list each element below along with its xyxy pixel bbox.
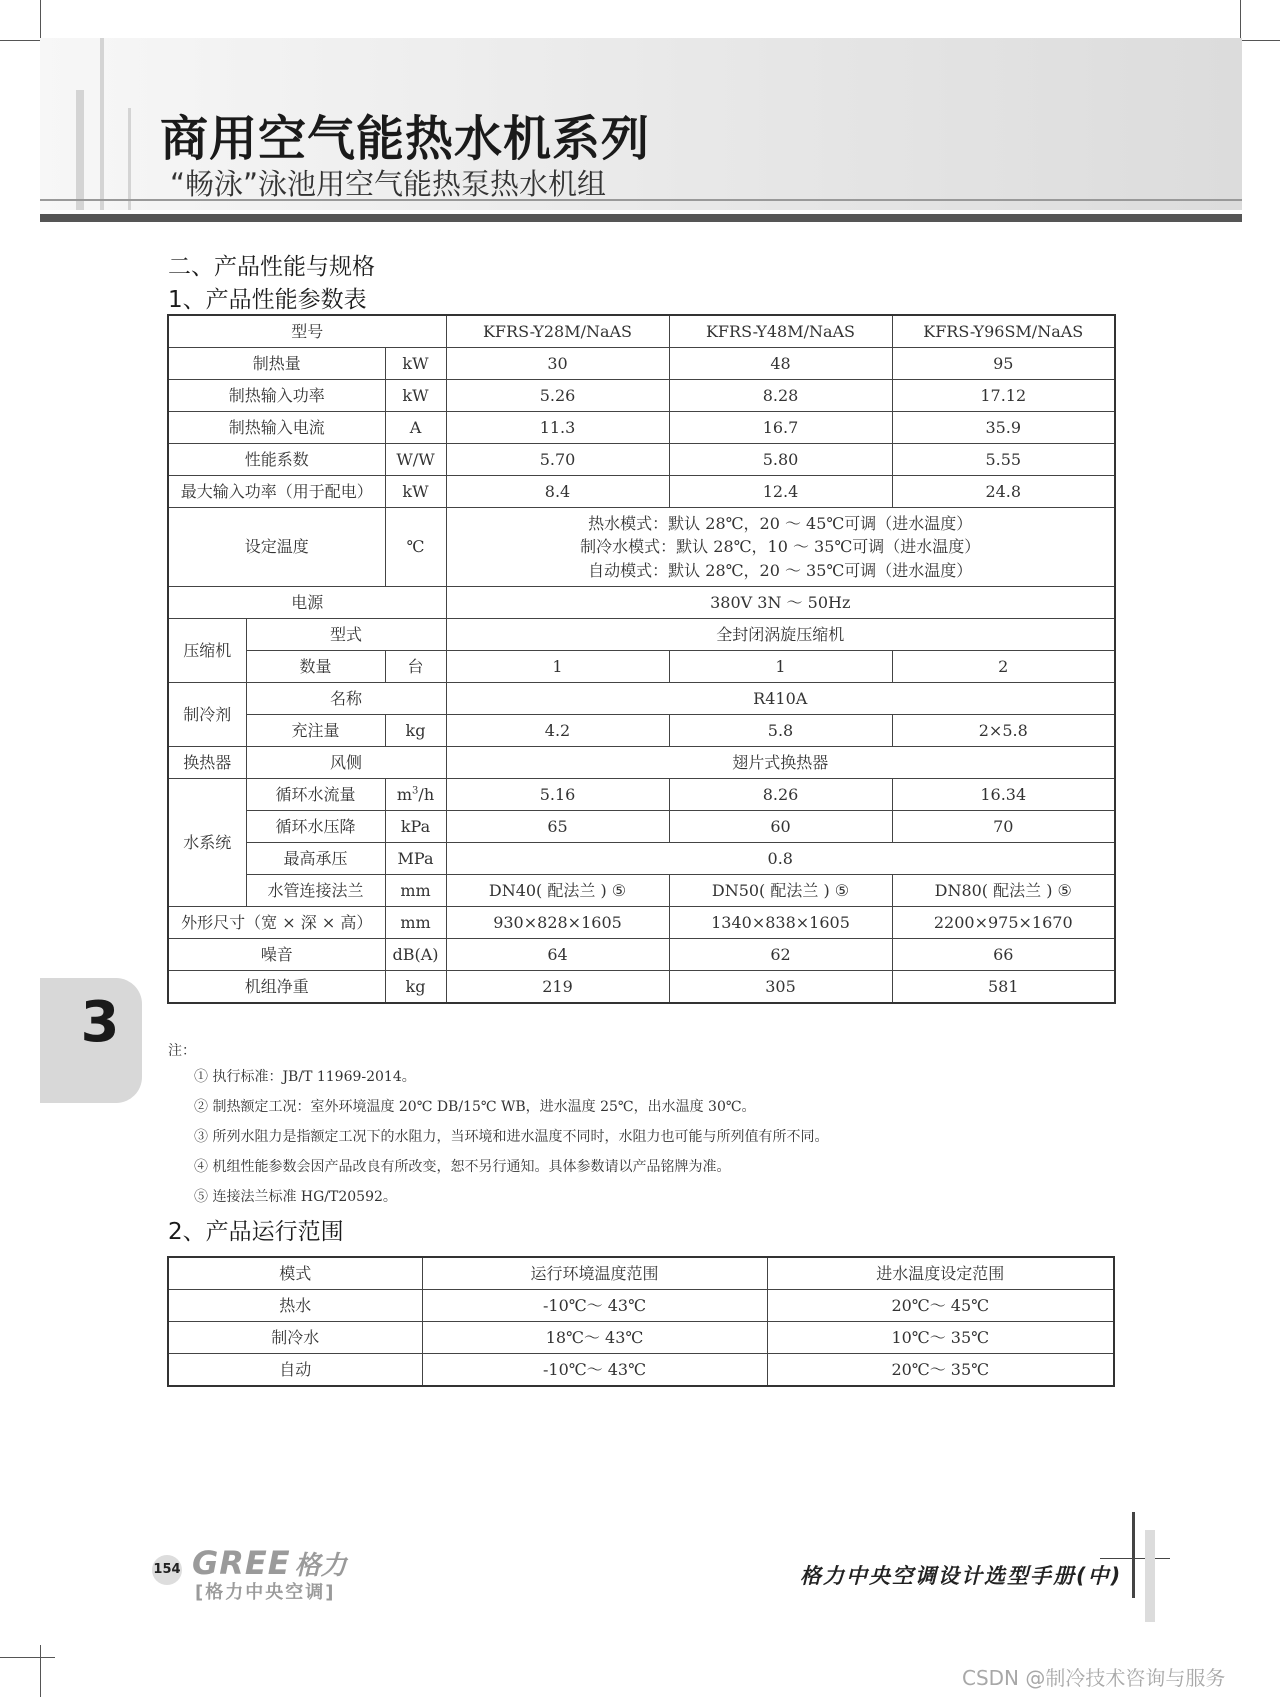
watermark: CSDN @制冷技术咨询与服务 (962, 1666, 1226, 1690)
logo-text: GREE (192, 1544, 291, 1582)
page-subtitle: “畅泳”泳池用空气能热泵热水机组 (170, 167, 607, 201)
column-header: 进水温度设定范围 (767, 1257, 1114, 1290)
unit-base: m (396, 784, 413, 804)
cell-value: -10℃～ 43℃ (422, 1290, 767, 1322)
cell-value: 制冷水 (168, 1322, 422, 1354)
crop-mark (40, 1645, 41, 1697)
logo-cn: 格力 (294, 1551, 347, 1581)
cell-value: 30 (446, 348, 669, 380)
note-item: ① 执行标准：JB/T 11969-2014。 (194, 1069, 416, 1085)
row-unit: kW (385, 476, 446, 508)
row-label: 数量 (246, 651, 385, 683)
set-temp-line: 热水模式：默认 28℃，20 ～ 45℃可调（进水温度） (588, 514, 973, 534)
spec-table (167, 314, 1116, 1004)
cell-value: 5.80 (669, 444, 892, 476)
cell-value: 1340×838×1605 (669, 907, 892, 939)
model-name: KFRS-Y96SM/NaAS (892, 315, 1115, 348)
table-row (168, 476, 1115, 508)
cell-value: DN50( 配法兰 ) ⑤ (669, 875, 892, 907)
table-row (168, 907, 1115, 939)
table-row (168, 315, 1115, 348)
cell-value: 70 (892, 811, 1115, 843)
notes (168, 1040, 828, 1216)
row-label: 风侧 (246, 747, 446, 779)
row-label: 性能系数 (168, 444, 385, 476)
cell-value: 24.8 (892, 476, 1115, 508)
row-label: 设定温度 (168, 508, 385, 587)
row-label: 电源 (168, 587, 446, 619)
table-row (168, 779, 1115, 811)
cell-value: 1 (446, 651, 669, 683)
table-row (168, 747, 1115, 779)
row-unit: kW (385, 348, 446, 380)
row-label: 制热量 (168, 348, 385, 380)
table-row (168, 971, 1115, 1004)
row-label: 水管连接法兰 (246, 875, 385, 907)
row-unit: mm (385, 875, 446, 907)
row-unit: kW (385, 380, 446, 412)
cell-value: 全封闭涡旋压缩机 (446, 619, 1115, 651)
cell-value: 930×828×1605 (446, 907, 669, 939)
row-label: 噪音 (168, 939, 385, 971)
cell-value: 62 (669, 939, 892, 971)
set-temp-cell (446, 508, 1115, 587)
cell-value: 1 (669, 651, 892, 683)
unit-sup: 3 (412, 785, 419, 797)
cell-value: 305 (669, 971, 892, 1004)
cell-value: 65 (446, 811, 669, 843)
cell-value: R410A (446, 683, 1115, 715)
table-row (168, 843, 1115, 875)
notes-title: 注： (168, 1043, 196, 1059)
subsection-heading-range: 2、产品运行范围 (168, 1219, 344, 1245)
row-unit: 台 (385, 651, 446, 683)
row-label: 循环水压降 (246, 811, 385, 843)
table-row (168, 1354, 1114, 1387)
footer-bar (1132, 1512, 1135, 1598)
table-row (168, 1290, 1114, 1322)
cell-value: 64 (446, 939, 669, 971)
unit-tail: /h (418, 784, 435, 804)
section-heading: 二、产品性能与规格 (168, 254, 375, 280)
crop-mark (0, 1657, 55, 1658)
row-unit: kg (385, 971, 446, 1004)
page-number: 154 (152, 1555, 182, 1585)
cell-value: 20℃～ 35℃ (767, 1354, 1114, 1387)
column-header: 运行环境温度范围 (422, 1257, 767, 1290)
row-label: 制热输入电流 (168, 412, 385, 444)
group-label: 换热器 (168, 747, 246, 779)
note-item: ② 制热额定工况：室外环境温度 20℃ DB/15℃ WB，进水温度 25℃，出水温度 30℃。 (194, 1099, 756, 1115)
header-rule (40, 214, 1242, 222)
logo-subtitle: [格力中央空调] (195, 1582, 336, 1603)
cell-value: 11.3 (446, 412, 669, 444)
row-unit: ℃ (385, 508, 446, 587)
table-header-row (168, 1257, 1114, 1290)
cell-value: 5.16 (446, 779, 669, 811)
set-temp-line: 自动模式：默认 28℃，20 ～ 35℃可调（进水温度） (588, 560, 973, 580)
cell-value: 2 (892, 651, 1115, 683)
cell-value: 380V 3N ～ 50Hz (446, 587, 1115, 619)
cell-value: -10℃～ 43℃ (422, 1354, 767, 1387)
cell-value: 0.8 (446, 843, 1115, 875)
cell-value: 16.34 (892, 779, 1115, 811)
row-unit: MPa (385, 843, 446, 875)
cell-value: 48 (669, 348, 892, 380)
cell-value: DN80( 配法兰 ) ⑤ (892, 875, 1115, 907)
footer-rule (1100, 1558, 1170, 1559)
cell-value: 17.12 (892, 380, 1115, 412)
chapter-number: 3 (80, 990, 120, 1055)
row-label: 外形尺寸（宽 × 深 × 高） (168, 907, 385, 939)
table-row (168, 683, 1115, 715)
table-row (168, 939, 1115, 971)
cell-value: 8.4 (446, 476, 669, 508)
set-temp-line: 制冷水模式：默认 28℃，10 ～ 35℃可调（进水温度） (580, 537, 981, 557)
cell-value: 35.9 (892, 412, 1115, 444)
cell-value: 翅片式换热器 (446, 747, 1115, 779)
row-label: 型式 (246, 619, 446, 651)
table-row (168, 412, 1115, 444)
table-row (168, 508, 1115, 587)
row-label: 充注量 (246, 715, 385, 747)
cell-value: 5.8 (669, 715, 892, 747)
row-label: 最大输入功率（用于配电） (168, 476, 385, 508)
cell-value: 2200×975×1670 (892, 907, 1115, 939)
cell-value: 热水 (168, 1290, 422, 1322)
row-unit: kg (385, 715, 446, 747)
cell-value: 5.70 (446, 444, 669, 476)
row-label: 名称 (246, 683, 446, 715)
column-header: 模式 (168, 1257, 422, 1290)
page-title: 商用空气能热水机系列 (160, 111, 651, 167)
note-item: ③ 所列水阻力是指额定工况下的水阻力，当环境和进水温度不同时，水阻力也可能与所列值有所不同。 (194, 1129, 829, 1145)
cell-value: DN40( 配法兰 ) ⑤ (446, 875, 669, 907)
model-label: 型号 (168, 315, 446, 348)
model-name: KFRS-Y28M/NaAS (446, 315, 669, 348)
cell-value: 5.26 (446, 380, 669, 412)
footer-bar (1145, 1530, 1155, 1622)
table-row (168, 651, 1115, 683)
note-item: ④ 机组性能参数会因产品改良有所改变，恕不另行通知。具体参数请以产品铭牌为准。 (194, 1159, 731, 1175)
cell-value: 18℃～ 43℃ (422, 1322, 767, 1354)
cell-value: 自动 (168, 1354, 422, 1387)
cell-value: 581 (892, 971, 1115, 1004)
row-unit: A (385, 412, 446, 444)
cell-value: 20℃～ 45℃ (767, 1290, 1114, 1322)
row-unit: dB(A) (385, 939, 446, 971)
row-unit: mm (385, 907, 446, 939)
table-row (168, 715, 1115, 747)
table-row (168, 587, 1115, 619)
cell-value: 2×5.8 (892, 715, 1115, 747)
cell-value: 5.55 (892, 444, 1115, 476)
table-row (168, 348, 1115, 380)
range-table (167, 1256, 1115, 1387)
cell-value: 8.28 (669, 380, 892, 412)
cell-value: 219 (446, 971, 669, 1004)
table-row (168, 380, 1115, 412)
book-title: 格力中央空调设计选型手册(中) (800, 1564, 1123, 1588)
row-label: 循环水流量 (246, 779, 385, 811)
note-item: ⑤ 连接法兰标准 HG/T20592。 (194, 1189, 397, 1205)
row-unit: W/W (385, 444, 446, 476)
row-label: 制热输入功率 (168, 380, 385, 412)
table-row (168, 1322, 1114, 1354)
model-name: KFRS-Y48M/NaAS (669, 315, 892, 348)
subsection-heading-spec: 1、产品性能参数表 (168, 287, 367, 313)
table-row (168, 811, 1115, 843)
cell-value: 8.26 (669, 779, 892, 811)
row-unit: kPa (385, 811, 446, 843)
row-unit (385, 779, 446, 811)
table-row (168, 444, 1115, 476)
cell-value: 66 (892, 939, 1115, 971)
group-label: 制冷剂 (168, 683, 246, 747)
cell-value: 60 (669, 811, 892, 843)
table-row (168, 875, 1115, 907)
cell-value: 12.4 (669, 476, 892, 508)
cell-value: 95 (892, 348, 1115, 380)
cell-value: 16.7 (669, 412, 892, 444)
gree-logo (192, 1544, 347, 1582)
table-row (168, 619, 1115, 651)
group-label: 水系统 (168, 779, 246, 907)
row-label: 机组净重 (168, 971, 385, 1004)
cell-value: 4.2 (446, 715, 669, 747)
row-label: 最高承压 (246, 843, 385, 875)
cell-value: 10℃～ 35℃ (767, 1322, 1114, 1354)
group-label: 压缩机 (168, 619, 246, 683)
